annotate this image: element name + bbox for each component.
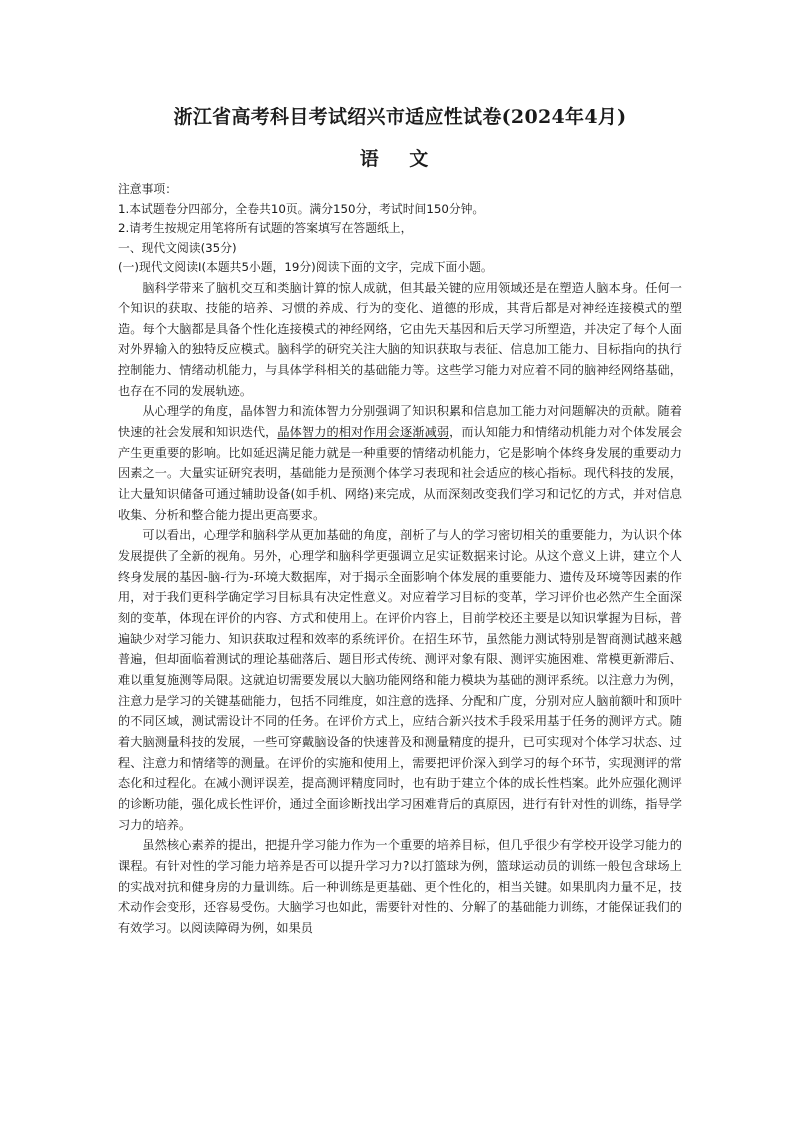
notes-heading: 注意事项： — [118, 182, 177, 196]
paragraph-2-text-b: ，而认知能力和情绪动机能力对个体发展会产生更重要的影响。比如延迟满足能力就是一种重要的情绪动机能力，它是影响个体终身发展的重要动力因素之一。大量实证研究表明，基础能力是预测个体学习表现和社会适应的核心指标。现代科技的发展，让大量知识储备可通过辅助设备(如手机、网络)来完成，从而深刻改变我们学习和记忆的方式，并对信息收集、分析和整合能力提出更高要求。 — [118, 425, 683, 522]
section-heading: 一、现代文阅读(35分) — [118, 240, 237, 255]
exam-title: 浙江省高考科目考试绍兴市适应性试卷(2024年4月) — [173, 106, 627, 128]
subject-title: 语 文 — [359, 148, 441, 170]
notes-item-2: 2.请考生按规定用笔将所有试题的答案填写在答题纸上， — [118, 221, 413, 235]
passage-paragraph-4: 虽然核心素养的提出，把提升学习能力作为一个重要的培养目标，但几乎很少有学校开设学习能力的课程。有针对性的学习能力培养是否可以提升学习力?以打篮球为例，篮球运动员的训练一般包含球场上的实战对抗和健身房的力量训练。后一种训练是更基础、更个性化的，相当关键。如果肌肉力量不足，技术动作会变形，还容易受伤。大脑学习也如此，需要针对性的、分解了的基础能力训练，才能保证我们的有效学习。以阅读障碍为例，如果员 — [118, 838, 682, 935]
notes-item-1: 1.本试题卷分四部分，全卷共10页。满分150分，考试时间150分钟。 — [118, 201, 485, 216]
subsection-heading: (一)现代文阅读Ⅰ(本题共5小题，19分)阅读下面的文字，完成下面小题。 — [118, 260, 493, 274]
passage-paragraph-1: 脑科学带来了脑机交互和类脑计算的惊人成就，但其最关键的应用领域还是在塑造人脑本身。任何一个知识的获取、技能的培养、习惯的养成、行为的变化、道德的形成，其背后都是对神经连接模式的塑造。每个大脑都是具备个性化连接模式的神经网络，它由先天基因和后天学习所塑造，并决定了每个人面对外界输入的独特反应模式。脑科学的研究关注大脑的知识获取与表征、信息加工能力、目标指向的执行控制能力、情绪动机能力，与具体学科相关的基础能力等。这些学习能力对应着不同的脑神经网络基础，也存在不同的发展轨迹。 — [118, 280, 682, 398]
passage-paragraph-3: 可以看出，心理学和脑科学从更加基础的角度，剖析了与人的学习密切相关的重要能力，为认识个体发展提供了全新的视角。另外，心理学和脑科学更强调立足实证数据来讨论。从这个意义上讲，建立个人终身发展的基因-脑-行为-环境大数据库，对于揭示全面影响个体发展的重要能力、遗传及环境等因素的作用，对于我们更科学确定学习目标具有决定性意义。对应着学习目标的变革，学习评价也必然产生全面深刻的变革，体现在评价的内容、方式和使用上。在评价内容上，目前学校还主要是以知识掌握为目标，普遍缺少对学习能力、知识获取过程和效率的系统评价。在招生环节，虽然能力测试特别是智商测试越来越普遍，但却面临着测试的理论基础落后、题目形式传统、测评对象有限、测评实施困难、常模更新滞后、难以重复施测等局限。这就迫切需要发展以大脑功能网络和能力模块为基础的测评系统。以注意力为例，注意力是学习的关键基础能力，包括不同维度，如注意的选择、分配和广度，分别对应人脑前额叶和顶叶的不同区域，测试需设计不同的任务。在评价方式上，应结合新兴技术手段采用基于任务的测评方式。随着大脑测量科技的发展，一些可穿戴脑设备的快速普及和测量精度的提升，已可实现对个体学习状态、过程、注意力和情绪等的测量。在评价的实施和使用上，需要把评价深入到学习的每个环节，实现测评的常态化和过程化。在减小测评误差，提高测评精度同时，也有助于建立个体的成长性档案。此外应强化测评的诊断功能，强化成长性评价，通过全面诊断找出学习困难背后的真原因，进行有针对性的训练，指导学习力的培养。 — [118, 528, 682, 832]
reading-passage — [118, 278, 682, 939]
paragraph-2-text-a: 从心理学的角度，晶体智力和流体智力分别强调了知识积累和信息加工能力对问题解决的贡献。随着快速的社会发展和知识迭代， — [118, 404, 682, 440]
exam-notes — [118, 180, 682, 278]
passage-paragraph-2 — [118, 401, 682, 525]
underlined-sentence: 晶体智力的相对作用会逐渐减弱 — [277, 425, 450, 440]
